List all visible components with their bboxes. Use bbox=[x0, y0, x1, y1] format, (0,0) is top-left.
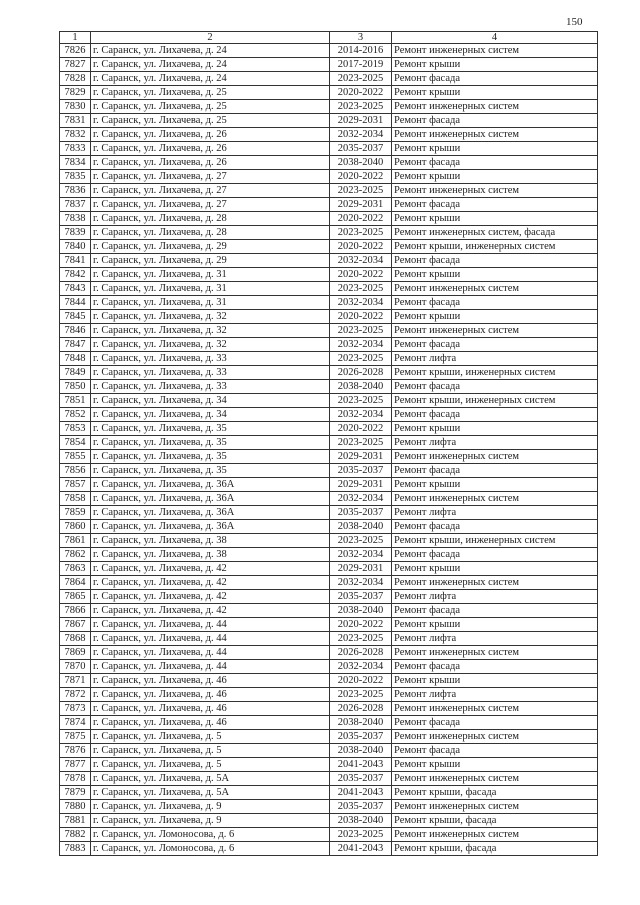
work-type-cell: Ремонт крыши bbox=[392, 212, 598, 226]
work-type-cell: Ремонт инженерных систем bbox=[392, 800, 598, 814]
address-cell: г. Саранск, ул. Лихачева, д. 42 bbox=[91, 604, 330, 618]
table-row bbox=[60, 366, 598, 380]
work-type-cell: Ремонт инженерных систем bbox=[392, 100, 598, 114]
address-cell: г. Саранск, ул. Лихачева, д. 32 bbox=[91, 310, 330, 324]
work-type-cell: Ремонт инженерных систем bbox=[392, 646, 598, 660]
period-cell: 2023-2025 bbox=[330, 72, 392, 86]
table-row bbox=[60, 730, 598, 744]
row-number-cell: 7853 bbox=[60, 422, 91, 436]
row-number-cell: 7826 bbox=[60, 44, 91, 58]
table-row bbox=[60, 240, 598, 254]
table-row bbox=[60, 562, 598, 576]
row-number-cell: 7873 bbox=[60, 702, 91, 716]
table-row bbox=[60, 422, 598, 436]
period-cell: 2032-2034 bbox=[330, 408, 392, 422]
row-number-cell: 7869 bbox=[60, 646, 91, 660]
table-row bbox=[60, 380, 598, 394]
row-number-cell: 7849 bbox=[60, 366, 91, 380]
table-row bbox=[60, 520, 598, 534]
period-cell: 2023-2025 bbox=[330, 226, 392, 240]
work-type-cell: Ремонт фасада bbox=[392, 744, 598, 758]
row-number-cell: 7842 bbox=[60, 268, 91, 282]
period-cell: 2035-2037 bbox=[330, 800, 392, 814]
table-row bbox=[60, 394, 598, 408]
address-cell: г. Саранск, ул. Лихачева, д. 44 bbox=[91, 660, 330, 674]
work-type-cell: Ремонт фасада bbox=[392, 604, 598, 618]
address-cell: г. Саранск, ул. Лихачева, д. 46 bbox=[91, 688, 330, 702]
period-cell: 2041-2043 bbox=[330, 842, 392, 856]
row-number-cell: 7857 bbox=[60, 478, 91, 492]
work-type-cell: Ремонт крыши, инженерных систем bbox=[392, 366, 598, 380]
period-cell: 2032-2034 bbox=[330, 128, 392, 142]
work-type-cell: Ремонт крыши bbox=[392, 674, 598, 688]
work-type-cell: Ремонт лифта bbox=[392, 436, 598, 450]
period-cell: 2038-2040 bbox=[330, 814, 392, 828]
table-row bbox=[60, 828, 598, 842]
address-cell: г. Саранск, ул. Лихачева, д. 35 bbox=[91, 464, 330, 478]
address-cell: г. Саранск, ул. Лихачева, д. 36А bbox=[91, 506, 330, 520]
address-cell: г. Саранск, ул. Лихачева, д. 9 bbox=[91, 814, 330, 828]
table-row bbox=[60, 268, 598, 282]
row-number-cell: 7833 bbox=[60, 142, 91, 156]
row-number-cell: 7862 bbox=[60, 548, 91, 562]
period-cell: 2032-2034 bbox=[330, 254, 392, 268]
table-row bbox=[60, 198, 598, 212]
table-row bbox=[60, 688, 598, 702]
period-cell: 2032-2034 bbox=[330, 660, 392, 674]
work-type-cell: Ремонт фасада bbox=[392, 198, 598, 212]
repair-schedule-table bbox=[59, 31, 598, 856]
address-cell: г. Саранск, ул. Лихачева, д. 35 bbox=[91, 436, 330, 450]
table-row bbox=[60, 156, 598, 170]
period-cell: 2017-2019 bbox=[330, 58, 392, 72]
work-type-cell: Ремонт крыши, фасада bbox=[392, 842, 598, 856]
work-type-cell: Ремонт фасада bbox=[392, 338, 598, 352]
table-row bbox=[60, 674, 598, 688]
work-type-cell: Ремонт крыши bbox=[392, 618, 598, 632]
table-row bbox=[60, 758, 598, 772]
address-cell: г. Саранск, ул. Лихачева, д. 36А bbox=[91, 478, 330, 492]
address-cell: г. Саранск, ул. Лихачева, д. 24 bbox=[91, 58, 330, 72]
table-row bbox=[60, 44, 598, 58]
table-row bbox=[60, 548, 598, 562]
period-cell: 2020-2022 bbox=[330, 240, 392, 254]
work-type-cell: Ремонт фасада bbox=[392, 660, 598, 674]
period-cell: 2023-2025 bbox=[330, 352, 392, 366]
period-cell: 2023-2025 bbox=[330, 632, 392, 646]
address-cell: г. Саранск, ул. Лихачева, д. 5 bbox=[91, 744, 330, 758]
address-cell: г. Саранск, ул. Лихачева, д. 25 bbox=[91, 100, 330, 114]
column-header-4: 4 bbox=[392, 32, 598, 44]
work-type-cell: Ремонт фасада bbox=[392, 380, 598, 394]
work-type-cell: Ремонт инженерных систем bbox=[392, 492, 598, 506]
address-cell: г. Саранск, ул. Лихачева, д. 9 bbox=[91, 800, 330, 814]
header-row bbox=[60, 32, 598, 44]
column-header-2: 2 bbox=[91, 32, 330, 44]
work-type-cell: Ремонт крыши bbox=[392, 268, 598, 282]
table-row bbox=[60, 506, 598, 520]
table-row bbox=[60, 128, 598, 142]
address-cell: г. Саранск, ул. Лихачева, д. 27 bbox=[91, 198, 330, 212]
period-cell: 2023-2025 bbox=[330, 436, 392, 450]
row-number-cell: 7880 bbox=[60, 800, 91, 814]
period-cell: 2038-2040 bbox=[330, 744, 392, 758]
row-number-cell: 7883 bbox=[60, 842, 91, 856]
row-number-cell: 7829 bbox=[60, 86, 91, 100]
period-cell: 2041-2043 bbox=[330, 758, 392, 772]
work-type-cell: Ремонт крыши bbox=[392, 86, 598, 100]
work-type-cell: Ремонт крыши, фасада bbox=[392, 814, 598, 828]
row-number-cell: 7850 bbox=[60, 380, 91, 394]
table-row bbox=[60, 702, 598, 716]
period-cell: 2023-2025 bbox=[330, 688, 392, 702]
row-number-cell: 7875 bbox=[60, 730, 91, 744]
period-cell: 2026-2028 bbox=[330, 646, 392, 660]
table-row bbox=[60, 142, 598, 156]
period-cell: 2041-2043 bbox=[330, 786, 392, 800]
period-cell: 2035-2037 bbox=[330, 506, 392, 520]
table-row bbox=[60, 212, 598, 226]
address-cell: г. Саранск, ул. Лихачева, д. 27 bbox=[91, 184, 330, 198]
table-body bbox=[60, 44, 598, 856]
table-row bbox=[60, 338, 598, 352]
address-cell: г. Саранск, ул. Лихачева, д. 36А bbox=[91, 520, 330, 534]
address-cell: г. Саранск, ул. Лихачева, д. 46 bbox=[91, 716, 330, 730]
table-row bbox=[60, 254, 598, 268]
work-type-cell: Ремонт фасада bbox=[392, 548, 598, 562]
address-cell: г. Саранск, ул. Лихачева, д. 31 bbox=[91, 296, 330, 310]
address-cell: г. Саранск, ул. Лихачева, д. 26 bbox=[91, 128, 330, 142]
work-type-cell: Ремонт инженерных систем, фасада bbox=[392, 226, 598, 240]
row-number-cell: 7861 bbox=[60, 534, 91, 548]
period-cell: 2035-2037 bbox=[330, 772, 392, 786]
address-cell: г. Саранск, ул. Лихачева, д. 31 bbox=[91, 268, 330, 282]
table-row bbox=[60, 184, 598, 198]
period-cell: 2023-2025 bbox=[330, 534, 392, 548]
table-row bbox=[60, 296, 598, 310]
row-number-cell: 7859 bbox=[60, 506, 91, 520]
address-cell: г. Саранск, ул. Лихачева, д. 32 bbox=[91, 324, 330, 338]
table-row bbox=[60, 114, 598, 128]
work-type-cell: Ремонт инженерных систем bbox=[392, 772, 598, 786]
period-cell: 2035-2037 bbox=[330, 142, 392, 156]
table-row bbox=[60, 716, 598, 730]
table-row bbox=[60, 492, 598, 506]
period-cell: 2023-2025 bbox=[330, 282, 392, 296]
row-number-cell: 7827 bbox=[60, 58, 91, 72]
work-type-cell: Ремонт крыши bbox=[392, 758, 598, 772]
table-row bbox=[60, 744, 598, 758]
period-cell: 2020-2022 bbox=[330, 422, 392, 436]
work-type-cell: Ремонт фасада bbox=[392, 296, 598, 310]
column-header-1: 1 bbox=[60, 32, 91, 44]
row-number-cell: 7865 bbox=[60, 590, 91, 604]
address-cell: г. Саранск, ул. Лихачева, д. 44 bbox=[91, 618, 330, 632]
period-cell: 2032-2034 bbox=[330, 492, 392, 506]
row-number-cell: 7864 bbox=[60, 576, 91, 590]
period-cell: 2029-2031 bbox=[330, 450, 392, 464]
period-cell: 2029-2031 bbox=[330, 114, 392, 128]
work-type-cell: Ремонт фасада bbox=[392, 408, 598, 422]
work-type-cell: Ремонт крыши bbox=[392, 142, 598, 156]
row-number-cell: 7832 bbox=[60, 128, 91, 142]
address-cell: г. Саранск, ул. Лихачева, д. 31 bbox=[91, 282, 330, 296]
table-row bbox=[60, 814, 598, 828]
row-number-cell: 7852 bbox=[60, 408, 91, 422]
table-row bbox=[60, 842, 598, 856]
table-row bbox=[60, 534, 598, 548]
table-row bbox=[60, 450, 598, 464]
period-cell: 2035-2037 bbox=[330, 464, 392, 478]
work-type-cell: Ремонт инженерных систем bbox=[392, 282, 598, 296]
work-type-cell: Ремонт крыши, фасада bbox=[392, 786, 598, 800]
period-cell: 2038-2040 bbox=[330, 716, 392, 730]
row-number-cell: 7882 bbox=[60, 828, 91, 842]
address-cell: г. Саранск, ул. Лихачева, д. 5 bbox=[91, 758, 330, 772]
row-number-cell: 7874 bbox=[60, 716, 91, 730]
row-number-cell: 7831 bbox=[60, 114, 91, 128]
work-type-cell: Ремонт фасада bbox=[392, 716, 598, 730]
work-type-cell: Ремонт лифта bbox=[392, 688, 598, 702]
work-type-cell: Ремонт фасада bbox=[392, 254, 598, 268]
table-row bbox=[60, 226, 598, 240]
period-cell: 2020-2022 bbox=[330, 618, 392, 632]
address-cell: г. Саранск, ул. Лихачева, д. 33 bbox=[91, 352, 330, 366]
work-type-cell: Ремонт крыши bbox=[392, 310, 598, 324]
row-number-cell: 7848 bbox=[60, 352, 91, 366]
work-type-cell: Ремонт крыши bbox=[392, 562, 598, 576]
period-cell: 2020-2022 bbox=[330, 310, 392, 324]
address-cell: г. Саранск, ул. Лихачева, д. 44 bbox=[91, 632, 330, 646]
period-cell: 2020-2022 bbox=[330, 86, 392, 100]
row-number-cell: 7836 bbox=[60, 184, 91, 198]
work-type-cell: Ремонт лифта bbox=[392, 590, 598, 604]
row-number-cell: 7847 bbox=[60, 338, 91, 352]
work-type-cell: Ремонт инженерных систем bbox=[392, 702, 598, 716]
address-cell: г. Саранск, ул. Лихачева, д. 24 bbox=[91, 44, 330, 58]
work-type-cell: Ремонт фасада bbox=[392, 464, 598, 478]
period-cell: 2023-2025 bbox=[330, 828, 392, 842]
period-cell: 2020-2022 bbox=[330, 268, 392, 282]
work-type-cell: Ремонт инженерных систем bbox=[392, 730, 598, 744]
period-cell: 2029-2031 bbox=[330, 562, 392, 576]
row-number-cell: 7866 bbox=[60, 604, 91, 618]
address-cell: г. Саранск, ул. Лихачева, д. 5А bbox=[91, 786, 330, 800]
address-cell: г. Саранск, ул. Лихачева, д. 35 bbox=[91, 450, 330, 464]
row-number-cell: 7837 bbox=[60, 198, 91, 212]
period-cell: 2032-2034 bbox=[330, 338, 392, 352]
work-type-cell: Ремонт фасада bbox=[392, 114, 598, 128]
row-number-cell: 7835 bbox=[60, 170, 91, 184]
row-number-cell: 7872 bbox=[60, 688, 91, 702]
work-type-cell: Ремонт фасада bbox=[392, 520, 598, 534]
period-cell: 2023-2025 bbox=[330, 100, 392, 114]
period-cell: 2026-2028 bbox=[330, 366, 392, 380]
address-cell: г. Саранск, ул. Лихачева, д. 25 bbox=[91, 86, 330, 100]
address-cell: г. Саранск, ул. Лихачева, д. 33 bbox=[91, 366, 330, 380]
period-cell: 2020-2022 bbox=[330, 674, 392, 688]
address-cell: г. Саранск, ул. Лихачева, д. 42 bbox=[91, 576, 330, 590]
address-cell: г. Саранск, ул. Лихачева, д. 35 bbox=[91, 422, 330, 436]
table-row bbox=[60, 604, 598, 618]
work-type-cell: Ремонт инженерных систем bbox=[392, 450, 598, 464]
table-row bbox=[60, 800, 598, 814]
address-cell: г. Саранск, ул. Лихачева, д. 38 bbox=[91, 548, 330, 562]
address-cell: г. Саранск, ул. Лихачева, д. 34 bbox=[91, 394, 330, 408]
address-cell: г. Саранск, ул. Ломоносова, д. 6 bbox=[91, 828, 330, 842]
row-number-cell: 7830 bbox=[60, 100, 91, 114]
row-number-cell: 7844 bbox=[60, 296, 91, 310]
table-row bbox=[60, 618, 598, 632]
work-type-cell: Ремонт крыши bbox=[392, 422, 598, 436]
table-row bbox=[60, 478, 598, 492]
row-number-cell: 7843 bbox=[60, 282, 91, 296]
row-number-cell: 7870 bbox=[60, 660, 91, 674]
table-row bbox=[60, 72, 598, 86]
period-cell: 2029-2031 bbox=[330, 198, 392, 212]
row-number-cell: 7845 bbox=[60, 310, 91, 324]
work-type-cell: Ремонт крыши bbox=[392, 58, 598, 72]
period-cell: 2038-2040 bbox=[330, 156, 392, 170]
period-cell: 2029-2031 bbox=[330, 478, 392, 492]
row-number-cell: 7879 bbox=[60, 786, 91, 800]
address-cell: г. Саранск, ул. Лихачева, д. 28 bbox=[91, 212, 330, 226]
row-number-cell: 7855 bbox=[60, 450, 91, 464]
address-cell: г. Саранск, ул. Лихачева, д. 46 bbox=[91, 702, 330, 716]
work-type-cell: Ремонт инженерных систем bbox=[392, 44, 598, 58]
row-number-cell: 7840 bbox=[60, 240, 91, 254]
work-type-cell: Ремонт лифта bbox=[392, 506, 598, 520]
table-row bbox=[60, 352, 598, 366]
period-cell: 2032-2034 bbox=[330, 548, 392, 562]
work-type-cell: Ремонт лифта bbox=[392, 352, 598, 366]
address-cell: г. Саранск, ул. Лихачева, д. 33 bbox=[91, 380, 330, 394]
row-number-cell: 7856 bbox=[60, 464, 91, 478]
table-row bbox=[60, 632, 598, 646]
period-cell: 2038-2040 bbox=[330, 604, 392, 618]
row-number-cell: 7881 bbox=[60, 814, 91, 828]
row-number-cell: 7863 bbox=[60, 562, 91, 576]
table-row bbox=[60, 100, 598, 114]
period-cell: 2020-2022 bbox=[330, 170, 392, 184]
period-cell: 2032-2034 bbox=[330, 576, 392, 590]
row-number-cell: 7858 bbox=[60, 492, 91, 506]
row-number-cell: 7867 bbox=[60, 618, 91, 632]
row-number-cell: 7854 bbox=[60, 436, 91, 450]
work-type-cell: Ремонт крыши, инженерных систем bbox=[392, 240, 598, 254]
table-row bbox=[60, 170, 598, 184]
row-number-cell: 7868 bbox=[60, 632, 91, 646]
period-cell: 2014-2016 bbox=[330, 44, 392, 58]
row-number-cell: 7839 bbox=[60, 226, 91, 240]
period-cell: 2023-2025 bbox=[330, 184, 392, 198]
address-cell: г. Саранск, ул. Лихачева, д. 44 bbox=[91, 646, 330, 660]
work-type-cell: Ремонт крыши, инженерных систем bbox=[392, 394, 598, 408]
address-cell: г. Саранск, ул. Лихачева, д. 38 bbox=[91, 534, 330, 548]
table-row bbox=[60, 58, 598, 72]
address-cell: г. Саранск, ул. Лихачева, д. 42 bbox=[91, 562, 330, 576]
period-cell: 2035-2037 bbox=[330, 590, 392, 604]
work-type-cell: Ремонт крыши bbox=[392, 170, 598, 184]
table-row bbox=[60, 408, 598, 422]
row-number-cell: 7877 bbox=[60, 758, 91, 772]
address-cell: г. Саранск, ул. Лихачева, д. 32 bbox=[91, 338, 330, 352]
work-type-cell: Ремонт инженерных систем bbox=[392, 184, 598, 198]
address-cell: г. Саранск, ул. Лихачева, д. 34 bbox=[91, 408, 330, 422]
period-cell: 2038-2040 bbox=[330, 520, 392, 534]
column-header-3: 3 bbox=[330, 32, 392, 44]
row-number-cell: 7834 bbox=[60, 156, 91, 170]
row-number-cell: 7878 bbox=[60, 772, 91, 786]
row-number-cell: 7851 bbox=[60, 394, 91, 408]
period-cell: 2038-2040 bbox=[330, 380, 392, 394]
table-row bbox=[60, 464, 598, 478]
work-type-cell: Ремонт фасада bbox=[392, 72, 598, 86]
period-cell: 2023-2025 bbox=[330, 394, 392, 408]
address-cell: г. Саранск, ул. Лихачева, д. 26 bbox=[91, 142, 330, 156]
period-cell: 2026-2028 bbox=[330, 702, 392, 716]
address-cell: г. Саранск, ул. Лихачева, д. 26 bbox=[91, 156, 330, 170]
table-row bbox=[60, 660, 598, 674]
row-number-cell: 7828 bbox=[60, 72, 91, 86]
table-row bbox=[60, 310, 598, 324]
period-cell: 2023-2025 bbox=[330, 324, 392, 338]
page-number: 150 bbox=[566, 16, 583, 28]
table-row bbox=[60, 576, 598, 590]
work-type-cell: Ремонт фасада bbox=[392, 156, 598, 170]
row-number-cell: 7871 bbox=[60, 674, 91, 688]
row-number-cell: 7838 bbox=[60, 212, 91, 226]
address-cell: г. Саранск, ул. Лихачева, д. 5А bbox=[91, 772, 330, 786]
address-cell: г. Саранск, ул. Лихачева, д. 28 bbox=[91, 226, 330, 240]
period-cell: 2032-2034 bbox=[330, 296, 392, 310]
work-type-cell: Ремонт инженерных систем bbox=[392, 324, 598, 338]
address-cell: г. Саранск, ул. Ломоносова, д. 6 bbox=[91, 842, 330, 856]
address-cell: г. Саранск, ул. Лихачева, д. 36А bbox=[91, 492, 330, 506]
table-row bbox=[60, 324, 598, 338]
address-cell: г. Саранск, ул. Лихачева, д. 5 bbox=[91, 730, 330, 744]
address-cell: г. Саранск, ул. Лихачева, д. 29 bbox=[91, 254, 330, 268]
work-type-cell: Ремонт инженерных систем bbox=[392, 828, 598, 842]
table-row bbox=[60, 772, 598, 786]
address-cell: г. Саранск, ул. Лихачева, д. 42 bbox=[91, 590, 330, 604]
work-type-cell: Ремонт лифта bbox=[392, 632, 598, 646]
work-type-cell: Ремонт крыши bbox=[392, 478, 598, 492]
table-row bbox=[60, 590, 598, 604]
table-row bbox=[60, 282, 598, 296]
work-type-cell: Ремонт инженерных систем bbox=[392, 128, 598, 142]
work-type-cell: Ремонт инженерных систем bbox=[392, 576, 598, 590]
table-row bbox=[60, 786, 598, 800]
period-cell: 2020-2022 bbox=[330, 212, 392, 226]
row-number-cell: 7841 bbox=[60, 254, 91, 268]
address-cell: г. Саранск, ул. Лихачева, д. 24 bbox=[91, 72, 330, 86]
period-cell: 2035-2037 bbox=[330, 730, 392, 744]
table-row bbox=[60, 436, 598, 450]
table-row bbox=[60, 646, 598, 660]
address-cell: г. Саранск, ул. Лихачева, д. 25 bbox=[91, 114, 330, 128]
table-header bbox=[60, 32, 598, 44]
row-number-cell: 7860 bbox=[60, 520, 91, 534]
address-cell: г. Саранск, ул. Лихачева, д. 27 bbox=[91, 170, 330, 184]
address-cell: г. Саранск, ул. Лихачева, д. 29 bbox=[91, 240, 330, 254]
address-cell: г. Саранск, ул. Лихачева, д. 46 bbox=[91, 674, 330, 688]
work-type-cell: Ремонт крыши, инженерных систем bbox=[392, 534, 598, 548]
row-number-cell: 7846 bbox=[60, 324, 91, 338]
row-number-cell: 7876 bbox=[60, 744, 91, 758]
table-row bbox=[60, 86, 598, 100]
